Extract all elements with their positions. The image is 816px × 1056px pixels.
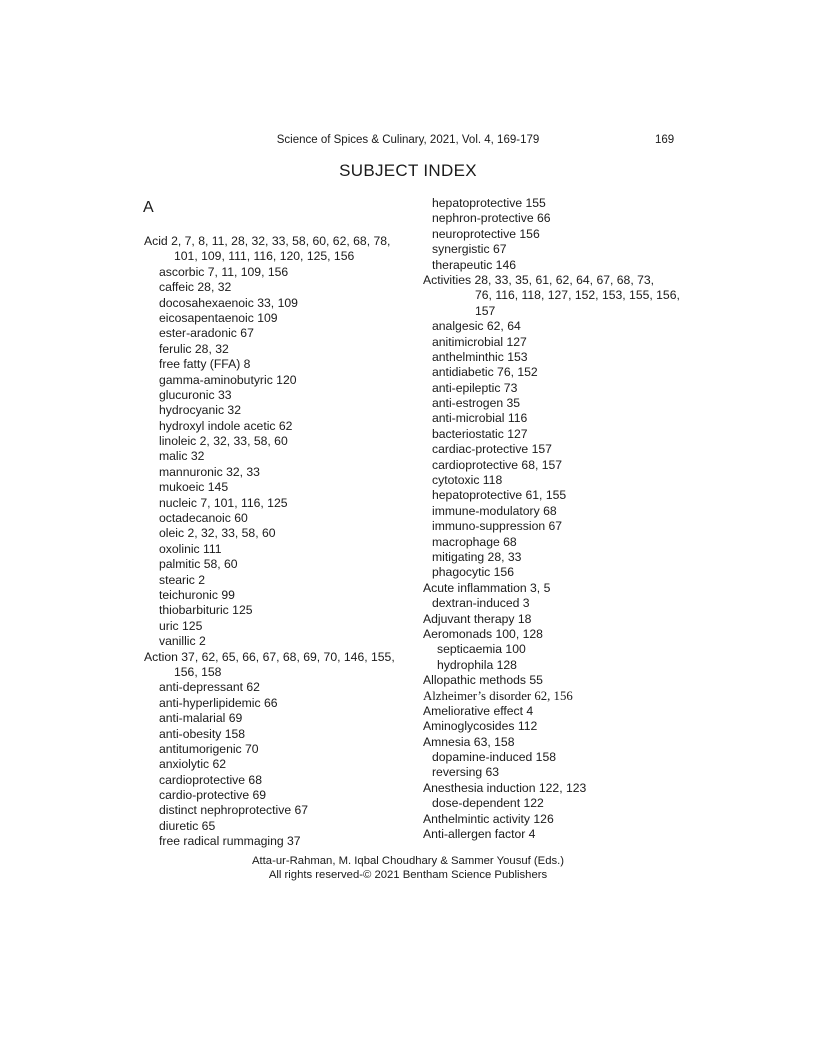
index-subentry: anitimicrobial 127 bbox=[432, 334, 527, 349]
index-subentry: cytotoxic 118 bbox=[432, 473, 503, 488]
footer-copyright: All rights reserved-© 2021 Bentham Science Publishers bbox=[268, 869, 548, 881]
index-subentry: hydrocyanic 32 bbox=[159, 403, 241, 418]
index-subentry: hydroxyl indole acetic 62 bbox=[159, 418, 293, 433]
index-entry: Amnesia 63, 158 bbox=[423, 734, 515, 749]
index-subentry: oxolinic 111 bbox=[159, 541, 222, 556]
index-subentry: therapeutic 146 bbox=[432, 257, 517, 272]
index-entry: Aeromonads 100, 128 bbox=[423, 626, 543, 641]
index-subentry: ascorbic 7, 11, 109, 156 bbox=[159, 264, 289, 279]
index-subentry: bacteriostatic 127 bbox=[432, 426, 528, 441]
index-subentry: ester-aradonic 67 bbox=[159, 326, 254, 341]
index-subentry: cardioprotective 68, 157 bbox=[432, 457, 563, 472]
index-subentry: vanillic 2 bbox=[159, 634, 206, 649]
index-subentry: macrophage 68 bbox=[432, 534, 517, 549]
index-subentry: mannuronic 32, 33 bbox=[159, 464, 260, 479]
index-subentry: anti-obesity 158 bbox=[159, 726, 246, 741]
index-entry: Action 37, 62, 65, 66, 67, 68, 69, 70, 146, 155, bbox=[144, 649, 395, 664]
index-subentry: teichuronic 99 bbox=[159, 587, 235, 602]
index-subentry: mitigating 28, 33 bbox=[432, 549, 522, 564]
index-subentry: free fatty (FFA) 8 bbox=[159, 357, 251, 372]
index-subentry: linoleic 2, 32, 33, 58, 60 bbox=[159, 434, 288, 449]
index-subentry: stearic 2 bbox=[159, 572, 206, 587]
index-subentry: immune-modulatory 68 bbox=[432, 503, 557, 518]
index-column-left bbox=[144, 234, 404, 850]
running-header bbox=[0, 132, 816, 148]
index-subentry: hepatoprotective 155 bbox=[432, 196, 546, 210]
index-subentry: anthelminthic 153 bbox=[432, 349, 528, 364]
section-letter: A bbox=[143, 199, 154, 216]
index-entry: Adjuvant therapy 18 bbox=[423, 611, 532, 626]
index-subentry: phagocytic 156 bbox=[432, 565, 514, 580]
index-subentry: anti-malarial 69 bbox=[159, 711, 243, 726]
index-entry: Acute inflammation 3, 5 bbox=[423, 580, 551, 595]
footer-editors: Atta-ur-Rahman, M. Iqbal Choudhary & Sammer Yousuf (Eds.) bbox=[251, 855, 565, 867]
index-entry: Alzheimer’s disorder 62, 156 bbox=[423, 688, 573, 703]
index-column-right bbox=[423, 196, 693, 842]
index-subentry: antitumorigenic 70 bbox=[159, 741, 259, 756]
index-subentry: dextran-induced 3 bbox=[432, 596, 530, 611]
index-subentry: analgesic 62, 64 bbox=[432, 319, 521, 334]
index-subentry: antidiabetic 76, 152 bbox=[432, 365, 538, 380]
index-subentry: nucleic 7, 101, 116, 125 bbox=[159, 495, 288, 510]
index-subentry: dose-dependent 122 bbox=[432, 796, 544, 811]
index-subentry: glucuronic 33 bbox=[159, 387, 232, 402]
index-subentry: mukoeic 145 bbox=[159, 480, 229, 495]
index-subentry: anti-estrogen 35 bbox=[432, 396, 521, 411]
index-subentry: eicosapentaenoic 109 bbox=[159, 310, 278, 325]
page-number: 169 bbox=[655, 134, 675, 146]
journal-citation: Science of Spices & Culinary, 2021, Vol. 4, 169-179 bbox=[276, 134, 540, 146]
index-subentry: hepatoprotective 61, 155 bbox=[432, 488, 567, 503]
index-entry: Anesthesia induction 122, 123 bbox=[423, 780, 587, 795]
index-subentry: septicaemia 100 bbox=[437, 642, 526, 657]
index-entry-continuation: 156, 158 bbox=[174, 664, 222, 679]
index-subentry: gamma-aminobutyric 120 bbox=[159, 372, 297, 387]
index-subentry: reversing 63 bbox=[432, 765, 500, 780]
index-subentry: thiobarbituric 125 bbox=[159, 603, 253, 618]
index-subentry: anti-microbial 116 bbox=[432, 411, 528, 426]
index-subentry: distinct nephroprotective 67 bbox=[159, 803, 309, 818]
index-entry: Ameliorative effect 4 bbox=[423, 703, 534, 718]
index-subentry: hydrophila 128 bbox=[437, 657, 517, 672]
index-subentry: anti-hyperlipidemic 66 bbox=[159, 695, 278, 710]
index-subentry: palmitic 58, 60 bbox=[159, 557, 238, 572]
index-subentry: octadecanoic 60 bbox=[159, 511, 248, 526]
index-subentry: synergistic 67 bbox=[432, 242, 507, 257]
index-entry-continuation: 101, 109, 111, 116, 120, 125, 156 bbox=[174, 249, 355, 264]
index-subentry: dopamine-induced 158 bbox=[432, 750, 556, 765]
index-subentry: oleic 2, 32, 33, 58, 60 bbox=[159, 526, 276, 541]
index-subentry: diuretic 65 bbox=[159, 818, 216, 833]
index-subentry: immuno-suppression 67 bbox=[432, 519, 563, 534]
index-subentry: malic 32 bbox=[159, 449, 205, 464]
index-entry: Acid 2, 7, 8, 11, 28, 32, 33, 58, 60, 62, 68, 78, bbox=[144, 234, 391, 248]
index-subentry: docosahexaenoic 33, 109 bbox=[159, 295, 298, 310]
index-subentry: anti-epileptic 73 bbox=[432, 380, 518, 395]
index-subentry: ferulic 28, 32 bbox=[159, 341, 229, 356]
footer bbox=[0, 854, 816, 882]
index-subentry: uric 125 bbox=[159, 618, 203, 633]
index-subentry: anti-depressant 62 bbox=[159, 680, 260, 695]
index-subentry: anxiolytic 62 bbox=[159, 757, 227, 772]
index-entry: Anti-allergen factor 4 bbox=[423, 827, 536, 842]
index-subentry: cardiac-protective 157 bbox=[432, 442, 552, 457]
index-entry: Activities 28, 33, 35, 61, 62, 64, 67, 68, 73, bbox=[423, 272, 655, 287]
index-subentry: free radical rummaging 37 bbox=[159, 834, 301, 849]
index-entry: Anthelmintic activity 126 bbox=[423, 811, 554, 826]
index-entry: Allopathic methods 55 bbox=[423, 673, 543, 688]
index-entry-continuation: 157 bbox=[475, 303, 496, 318]
index-subentry: caffeic 28, 32 bbox=[159, 280, 232, 295]
index-subentry: cardioprotective 68 bbox=[159, 772, 262, 787]
index-entry-continuation: 76, 116, 118, 127, 152, 153, 155, 156, bbox=[475, 288, 680, 303]
index-subentry: neuroprotective 156 bbox=[432, 226, 540, 241]
index-subentry: cardio-protective 69 bbox=[159, 788, 267, 803]
page-title: SUBJECT INDEX bbox=[339, 161, 477, 180]
index-subentry: nephron-protective 66 bbox=[432, 211, 551, 226]
index-entry: Aminoglycosides 112 bbox=[423, 719, 538, 734]
